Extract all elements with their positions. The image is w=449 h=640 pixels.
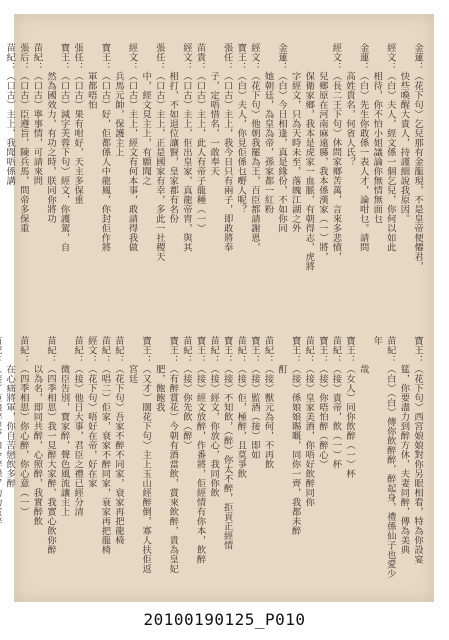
script-line: 肥，飽飽我	[153, 336, 165, 412]
script-line: 宮廷	[126, 336, 138, 384]
script-line: 筵，你要盡力到醉方休，夫妻同醉，傳為美典	[398, 336, 410, 555]
script-line: 張任：（口古）主上，我今日只有兩子，即敢將奉	[221, 43, 233, 252]
script-line: 經文：（口古）主上，佢出皇家，真龍帝胄，與其	[180, 43, 192, 252]
script-line: 經文：（花下句）他朝我罷為王，百臣都請謝恩，	[248, 43, 260, 252]
script-line: 寶王：（白）夫人，你見佢係乜嘢人呢？	[235, 43, 247, 214]
script-line: 字經文，只為天時未至，落魄江湖之外	[289, 43, 301, 233]
script-line: 苗紀：（接）你先飲（醉）	[180, 336, 192, 450]
script-line: 寶王：（口古）減字芙蓉下句）經文，你護駕，自	[58, 43, 70, 252]
script-line: 苗紀：（口古）主上，我聞唔係講	[4, 43, 16, 186]
script-line: 相待，你不怕小姐議論你無情無面乜	[371, 43, 383, 224]
script-line: 以為名，即同共醉，心照醉，我實醉飲	[31, 336, 43, 526]
script-line: 寶王：（又才）闊花下句）主上玉山經醉倒，寡人扶佢返	[140, 336, 152, 574]
script-line: 張任：（口古）果有咁好，天主多保重	[72, 43, 84, 205]
script-line: 金蓮：（花下句）乞兒那有金龍現，不是皇帝便僊君，	[412, 43, 423, 271]
script-line: 苗紀：（接）佢，極醉，且莫爭飲	[235, 336, 247, 479]
script-line: 苗紀：（接）他日大事，君臣之禮已經分清	[72, 336, 84, 517]
script-line: 子，定唔惜名，一敢奉天	[208, 43, 220, 176]
script-line: 寶王：（接）監酒（接）即如	[248, 336, 260, 460]
script-line: 哉	[357, 336, 369, 374]
script-line: 軍都唔怕	[85, 43, 97, 110]
script-line: 快些喚醒大貴人，持謹細說我原因。	[398, 43, 410, 224]
script-line: 苗紀：（四季相思）你心醉，你心意（一）	[17, 336, 29, 517]
archive-page	[4, 14, 434, 602]
script-line: 寶王：（接）你唔怕醉（醉心）	[316, 336, 328, 469]
script-line: 寶王：（接）係娘娘賜嘅，同你一齊，我都未醉	[289, 336, 301, 536]
script-line: 高姓貴名，何省人氏？	[344, 43, 356, 167]
script-line: 張任：（口古）主上，正是國家有幸，多此一社稷天	[153, 43, 165, 262]
script-line: 苗紀：（接）貴帝，飲（一）杯	[330, 336, 342, 469]
script-line: 寶王：（有醉賞花）今朝有酒當飲，賞來飲醉，貴為皇妃	[167, 336, 179, 574]
script-line: 苗紀：（花下句）吾家不醉不同家，衰家再把龍椅	[112, 336, 124, 545]
script-line: 酊	[276, 336, 288, 374]
script-line: 保衛家鄉，我本是虎家一血脈，有朝得志，虎將	[303, 43, 315, 271]
script-line: 相打，不如退位讓賢，皇家都有名份	[167, 43, 179, 224]
script-line	[0, 336, 3, 584]
script-line: 經文：（長二王下句）休問家鄉苦萬，言來多悲憤，	[330, 43, 342, 262]
script-line: 兵馬元帥，保護主上	[112, 43, 124, 157]
script-line: 苗貴：（口古）主上，此人有帝子龍種（一）	[194, 43, 206, 233]
script-bottom-section	[4, 336, 424, 584]
script-line: 在心痛將軍，你自苦戀飲多醉	[4, 336, 16, 488]
script-line: 苗紀：（接）獸元為何，不再飲	[262, 336, 274, 469]
script-line: 金蓮：（白）先生你敢係一表人才，論咁乜。請問	[357, 43, 369, 252]
script-line: 寶王：（接）經文放醉，作番將，佢經情有你本，飲醉	[194, 336, 206, 564]
script-line: 經文：（白）夫人，經文係一個乞兒，你何以如此	[384, 43, 396, 252]
script-line: 張后：（口古）臣遵旨，陳兵馬，問帝多保重	[17, 43, 29, 233]
script-top-section	[4, 43, 424, 301]
script-line: 苗紀：（唱二）佢家，衰家不醉同家，衰家再把龍椅	[99, 336, 111, 555]
script-line: 苗紀：（接）皇家美酒，你唔好飲醉同你	[303, 336, 315, 507]
script-line: 金蓮：（白）今日相逢，真是緣份，不如你同	[276, 43, 288, 233]
script-line: 中，經文見主上，有願聞之	[140, 43, 152, 186]
script-line: 微臣告別，寶家醉，聲色風流讓主上	[58, 336, 70, 517]
document-id-caption: 20100190125_P010	[143, 610, 306, 629]
script-line: 然為國效力，有功之時，朕同你將功	[44, 43, 56, 224]
script-line: 寶王：（接）不知飲，（醉）你太不醉，拒貢正經情	[221, 336, 233, 550]
script-line: 苗紀：（口古）寧事情，可請來問	[31, 43, 43, 186]
script-line: 她朝廷，為皇為帝，孫家都一紅粉	[262, 43, 274, 214]
script-line: 寶王：（花下句）西宮娘娘對你另眼相看，特為你設宴	[412, 336, 423, 564]
script-line: 經文：（花下句）唔好在帝，好在家	[85, 336, 97, 488]
script-line: 寶王：（口古）好，佢都係人中龍鳳，你封佢作將	[99, 43, 111, 252]
script-line: 苗紀：（四季相思）我一見醉大家醉，我實心飲你醉	[44, 336, 56, 555]
script-line: 寶王：（女人）同你飲醉（一）杯	[344, 336, 356, 479]
script-line: 苗紀：（白）（白）傳你飲醉醉，醉起身，禮係仙子也愛少年	[371, 336, 396, 579]
script-line: 兒鄉原在河南麻遠縣，我本係漢家（一）將，	[316, 43, 328, 262]
script-line: 經文：（口古）主上，經文有何本事，敢請得我做	[126, 43, 138, 252]
script-line: 苗紀：（接）經文，你放心，我同你飲	[208, 336, 220, 498]
